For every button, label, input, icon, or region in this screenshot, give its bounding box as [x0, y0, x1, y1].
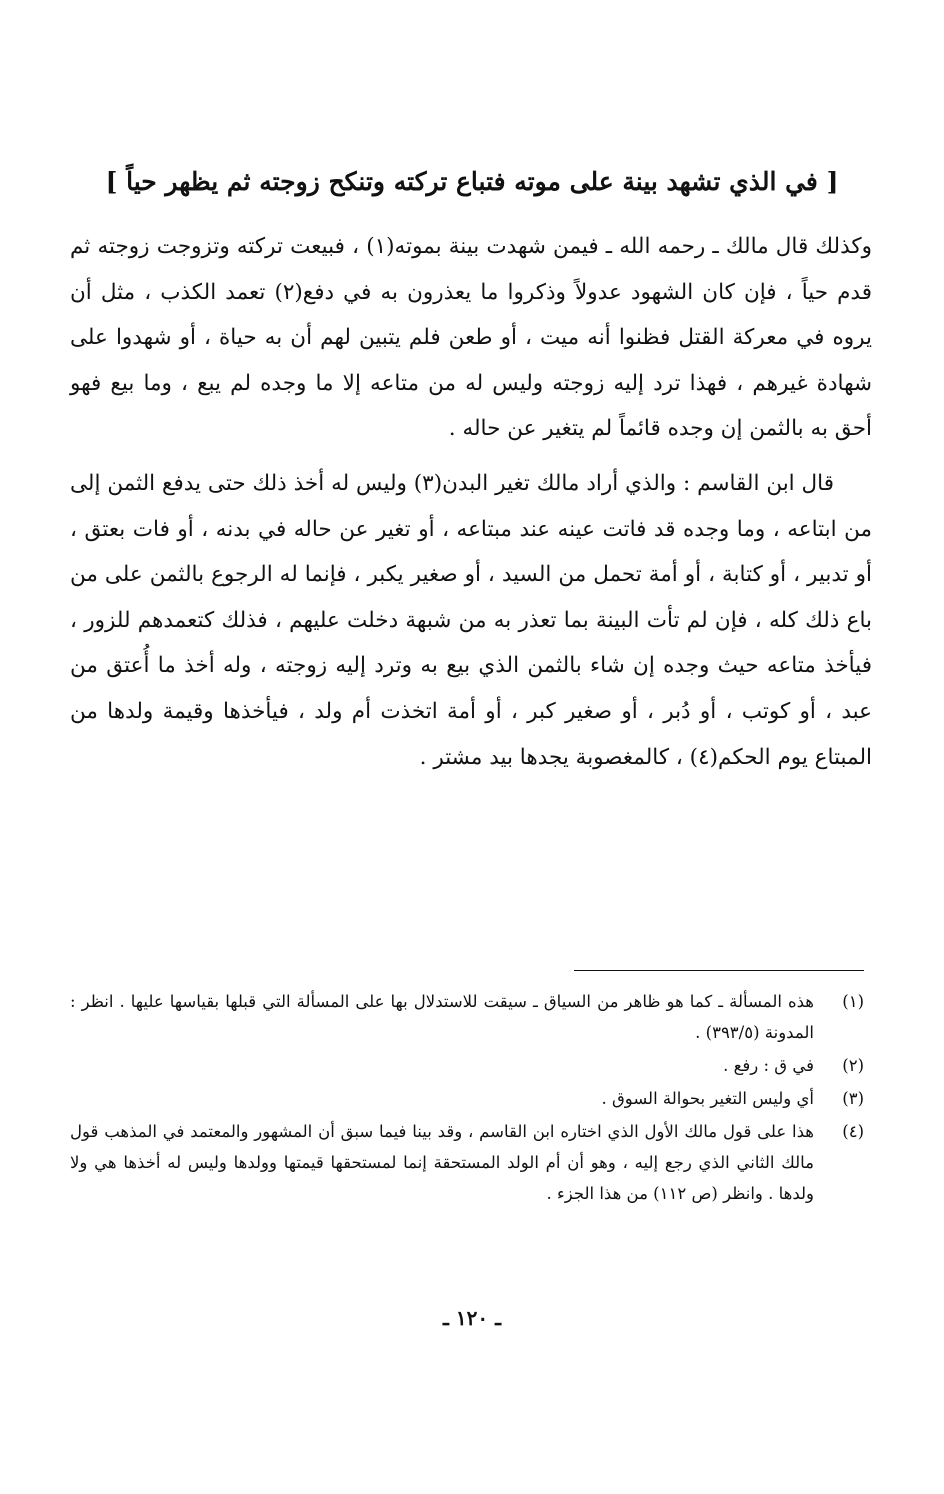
footnotes: [70, 986, 864, 1211]
footnote-text: في ق : رفع .: [723, 1056, 814, 1075]
footnote-divider: [574, 970, 864, 971]
footnote-3: [70, 1083, 864, 1114]
footnote-number: (٣): [842, 1089, 864, 1108]
footnote-number: (٤): [842, 1122, 864, 1141]
paragraph-1: وكذلك قال مالك ـ رحمه الله ـ فيمن شهدت بينة بموته(١) ، فبيعت تركته وتزوجت زوجته ثم قدم حياً ، فإن كان الشهود عدولاً وذكروا ما يعذرون به في دفع(٢) تعمد الكذب ، مثل أن يروه في معركة القتل فظنوا أنه ميت ، أو طعن فلم يتبين لهم أن به حياة ، أو شهدوا على شهادة غيرهم ، فهذا ترد إليه زوجته وليس له من متاعه إلا ما وجده لم يبع ، وما بيع فهو أحق به بالثمن إن وجده قائماً لم يتغير عن حاله .: [70, 234, 873, 442]
footnote-1: [70, 986, 864, 1048]
footnote-text: أي وليس التغير بحوالة السوق .: [601, 1089, 814, 1108]
footnote-text: هذه المسألة ـ كما هو ظاهر من السياق ـ سيقت للاستدلال بها على المسألة التي قبلها بقياسها عليها . انظر : المدونة (٣٩٣/٥) .: [70, 992, 814, 1042]
paragraph-2: قال ابن القاسم : والذي أراد مالك تغير البدن(٣) وليس له أخذ ذلك حتى يدفع الثمن إلى من ابتاعه ، وما وجده قد فاتت عينه عند مبتاعه ، أو تغير عن حاله في بدنه ، أو فات بعتق ، أو تدبير ، أو كتابة ، أو أمة تحمل من السيد ، أو صغير يكبر ، فإنما له الرجوع بالثمن على من باع ذلك كله ، فإن لم تأت البينة بما تعذر به من شبهة دخلت عليهم ، فذلك كتعمدهم للزور ، فيأخذ متاعه حيث وجده إن شاء بالثمن الذي بيع به وترد إليه زوجته ، وله أخذ ما أُعتق من عبد ، أو كوتب ، أو دُبر ، أو صغير كبر ، أو أمة اتخذت أم ولد ، فيأخذها وقيمة ولدها من المبتاع يوم الحكم(٤) ، كالمغصوبة يجدها بيد مشتر .: [70, 470, 872, 770]
footnote-text: هذا على قول مالك الأول الذي اختاره ابن القاسم ، وقد بينا فيما سبق أن المشهور والمعتمد في المذهب قول مالك الثاني الذي رجع إليه ، وهو أن أم الولد المستحقة إنما لمستحقها قيمتها وولدها وليس له أخذها هي ولا ولدها . وانظر (ص ١١٢) من هذا الجزء .: [70, 1122, 814, 1203]
footnote-4: [70, 1116, 864, 1209]
section-heading: [ في الذي تشهد بينة على موته فتباع تركته وتنكح زوجته ثم يظهر حياً ]: [105, 167, 839, 196]
footnote-number: (٢): [842, 1056, 864, 1075]
main-text: [70, 224, 872, 780]
page-number: ـ ١٢٠ ـ: [443, 1306, 501, 1330]
footnote-number: (١): [842, 992, 864, 1011]
footnote-2: [70, 1050, 864, 1081]
